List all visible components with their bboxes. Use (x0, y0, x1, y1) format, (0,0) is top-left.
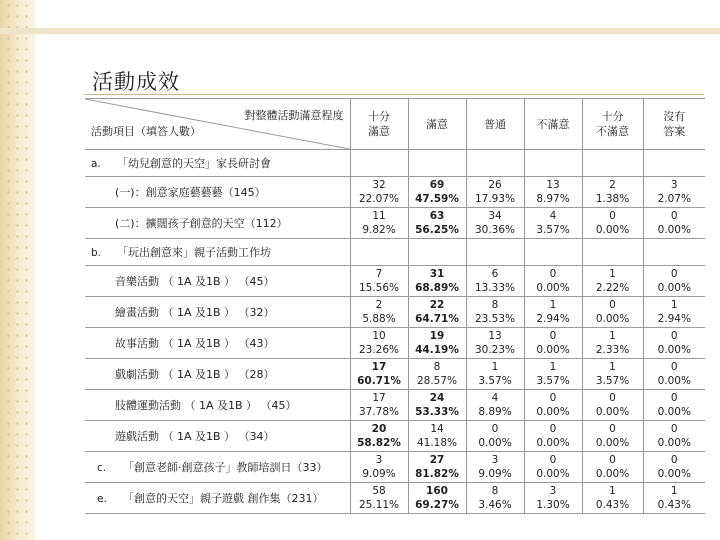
count-value: 0 (549, 268, 557, 280)
page-title: 活動成效 (92, 70, 180, 94)
value-cell (582, 328, 643, 359)
percent-value: 17.93% (474, 193, 516, 205)
section-title: 「玩出創意來」親子活動工作坊 (117, 246, 271, 259)
percent-value: 0.00% (657, 282, 691, 294)
count-value: 0 (549, 454, 557, 466)
value-cell (408, 328, 466, 359)
row-label: 繪畫活動 （ 1A 及1B ） （32） (115, 306, 275, 319)
count-value: 1 (549, 299, 557, 311)
percent-value: 41.18% (416, 437, 458, 449)
percent-value: 69.27% (415, 499, 459, 511)
percent-value: 0.00% (657, 375, 691, 387)
count-value: 32 (372, 179, 386, 191)
percent-value: 0.00% (536, 406, 570, 418)
section-letter: e. (97, 493, 107, 505)
row-label: (二)：擴闊孩子創意的天空（112） (115, 217, 288, 230)
row-label-cell (85, 208, 350, 239)
value-cell (408, 297, 466, 328)
column-header-neutral: 普通 (466, 99, 524, 150)
percent-value: 22.07% (358, 193, 400, 205)
count-value: 0 (549, 392, 557, 404)
count-value: 1 (670, 299, 678, 311)
count-value: 0 (609, 210, 616, 222)
value-cell (582, 452, 643, 483)
count-value: 13 (488, 330, 502, 342)
value-cell (524, 359, 582, 390)
row-label-cell (85, 266, 350, 297)
percent-value: 3.57% (536, 375, 570, 387)
table-row (85, 483, 705, 514)
value-cell (643, 390, 705, 421)
percent-value: 56.25% (415, 224, 459, 236)
percent-value: 3.46% (478, 499, 512, 511)
percent-value: 0.43% (595, 499, 630, 511)
count-value: 0 (549, 423, 557, 435)
percent-value: 3.57% (595, 375, 630, 387)
count-value: 7 (375, 268, 383, 280)
count-value: 31 (429, 268, 445, 280)
value-cell (582, 390, 643, 421)
count-value: 1 (549, 361, 557, 373)
section-header-row (85, 239, 705, 266)
count-value: 26 (488, 179, 502, 191)
count-value: 0 (670, 454, 678, 466)
count-value: 17 (371, 361, 387, 373)
percent-value: 2.07% (657, 193, 691, 205)
table-row (85, 390, 705, 421)
percent-value: 64.71% (415, 313, 459, 325)
value-cell (582, 359, 643, 390)
count-value: 14 (430, 423, 444, 435)
section-title: 「幼兒創意的天空」家長研討會 (117, 157, 271, 170)
table-row (85, 328, 705, 359)
value-cell (524, 390, 582, 421)
row-label-cell (85, 328, 350, 359)
percent-value: 0.00% (536, 468, 570, 480)
value-cell (643, 328, 705, 359)
count-value: 3 (670, 179, 678, 191)
count-value: 0 (491, 423, 499, 435)
empty-cell (466, 239, 524, 266)
row-label: 肢體運動活動 （ 1A 及1B ） （45） (115, 399, 297, 412)
value-cell (408, 266, 466, 297)
row-label: 戲劇活動 （ 1A 及1B ） （28） (115, 368, 275, 381)
percent-value: 2.94% (657, 313, 691, 325)
empty-cell (582, 239, 643, 266)
percent-value: 3.57% (478, 375, 512, 387)
count-value: 1 (609, 268, 616, 280)
count-value: 0 (670, 392, 678, 404)
value-cell (524, 328, 582, 359)
percent-value: 0.00% (657, 437, 691, 449)
percent-value: 3.57% (536, 224, 570, 236)
empty-cell (350, 239, 408, 266)
percent-value: 23.53% (474, 313, 516, 325)
percent-value: 9.09% (478, 468, 512, 480)
percent-value: 1.30% (536, 499, 570, 511)
count-value: 0 (609, 392, 616, 404)
count-value: 10 (372, 330, 386, 342)
count-value: 0 (549, 330, 557, 342)
count-value: 1 (609, 485, 616, 497)
count-value: 0 (670, 210, 678, 222)
value-cell (524, 421, 582, 452)
percent-value: 0.00% (657, 468, 691, 480)
count-value: 1 (609, 361, 616, 373)
count-value: 4 (491, 392, 499, 404)
count-value: 22 (429, 299, 445, 311)
count-value: 13 (546, 179, 560, 191)
count-value: 0 (670, 423, 678, 435)
row-label-cell (85, 452, 350, 483)
value-cell (408, 359, 466, 390)
value-cell (524, 297, 582, 328)
value-cell (350, 359, 408, 390)
decorative-dot-pattern (4, 0, 32, 540)
column-header-no-answer: 沒有 答案 (643, 99, 705, 150)
percent-value: 0.00% (595, 224, 630, 236)
empty-cell (524, 239, 582, 266)
value-cell (350, 328, 408, 359)
table-row (85, 452, 705, 483)
row-label: 音樂活動 （ 1A 及1B ） （45） (115, 275, 275, 288)
value-cell (582, 297, 643, 328)
percent-value: 53.33% (415, 406, 459, 418)
percent-value: 30.23% (474, 344, 516, 356)
percent-value: 68.89% (415, 282, 459, 294)
percent-value: 15.56% (358, 282, 400, 294)
value-cell (350, 452, 408, 483)
header-corner-left-label: 活動項目（填答人數） (91, 125, 201, 138)
table-row (85, 177, 705, 208)
count-value: 8 (491, 485, 499, 497)
decorative-stripe (0, 28, 720, 34)
value-cell (350, 421, 408, 452)
count-value: 20 (371, 423, 387, 435)
value-cell (643, 483, 705, 514)
count-value: 63 (429, 210, 445, 222)
percent-value: 28.57% (416, 375, 458, 387)
section-header-row (85, 150, 705, 177)
percent-value: 0.00% (657, 344, 691, 356)
count-value: 8 (491, 299, 499, 311)
count-value: 3 (549, 485, 557, 497)
percent-value: 2.33% (595, 344, 630, 356)
percent-value: 8.97% (536, 193, 570, 205)
value-cell (643, 452, 705, 483)
percent-value: 2.22% (595, 282, 630, 294)
count-value: 0 (609, 423, 616, 435)
percent-value: 0.00% (536, 344, 570, 356)
percent-value: 2.94% (536, 313, 570, 325)
section-letter: b. (91, 247, 102, 259)
row-label-cell (85, 177, 350, 208)
percent-value: 0.00% (478, 437, 512, 449)
value-cell (466, 390, 524, 421)
column-header-very-dissatisfied: 十分 不滿意 (582, 99, 643, 150)
row-label-cell (85, 390, 350, 421)
percent-value: 9.09% (362, 468, 396, 480)
percent-value: 9.82% (362, 224, 396, 236)
count-value: 8 (433, 361, 441, 373)
count-value: 34 (488, 210, 502, 222)
section-header-cell (85, 239, 350, 266)
value-cell (582, 177, 643, 208)
empty-cell (524, 150, 582, 177)
value-cell (582, 266, 643, 297)
table-row (85, 266, 705, 297)
count-value: 58 (372, 485, 386, 497)
percent-value: 0.00% (536, 282, 570, 294)
row-label: 「創意的天空」親子遊戲 創作集（231） (123, 492, 324, 505)
row-label: 故事活動 （ 1A 及1B ） （43） (115, 337, 275, 350)
table-row (85, 208, 705, 239)
count-value: 24 (429, 392, 445, 404)
table-row (85, 421, 705, 452)
percent-value: 44.19% (415, 344, 459, 356)
percent-value: 47.59% (415, 193, 459, 205)
count-value: 0 (670, 268, 678, 280)
value-cell (582, 421, 643, 452)
percent-value: 0.00% (595, 468, 630, 480)
value-cell (524, 483, 582, 514)
percent-value: 37.78% (358, 406, 400, 418)
value-cell (643, 177, 705, 208)
row-label: (一)：創意家庭藝藝藝（145） (115, 186, 266, 199)
percent-value: 25.11% (358, 499, 400, 511)
value-cell (582, 208, 643, 239)
value-cell (466, 266, 524, 297)
value-cell (466, 359, 524, 390)
value-cell (643, 208, 705, 239)
empty-cell (466, 150, 524, 177)
empty-cell (643, 239, 705, 266)
percent-value: 30.36% (474, 224, 516, 236)
count-value: 69 (429, 179, 445, 191)
empty-cell (582, 150, 643, 177)
value-cell (524, 266, 582, 297)
value-cell (350, 266, 408, 297)
percent-value: 0.00% (595, 437, 630, 449)
percent-value: 1.38% (595, 193, 630, 205)
value-cell (350, 297, 408, 328)
value-cell (350, 177, 408, 208)
count-value: 1 (609, 330, 616, 342)
value-cell (408, 177, 466, 208)
percent-value: 0.43% (657, 499, 691, 511)
row-label-cell (85, 359, 350, 390)
value-cell (408, 421, 466, 452)
percent-value: 5.88% (362, 313, 396, 325)
percent-value: 58.82% (357, 437, 401, 449)
value-cell (643, 421, 705, 452)
count-value: 0 (609, 299, 616, 311)
row-label-cell (85, 421, 350, 452)
count-value: 1 (670, 485, 678, 497)
value-cell (466, 421, 524, 452)
value-cell (350, 483, 408, 514)
percent-value: 0.00% (595, 313, 630, 325)
value-cell (466, 297, 524, 328)
count-value: 0 (670, 361, 678, 373)
value-cell (408, 208, 466, 239)
row-label: 「創意老師‧創意孩子」教師培訓日（33） (123, 461, 328, 474)
table-header-row (85, 99, 705, 150)
percent-value: 8.89% (478, 406, 512, 418)
count-value: 17 (372, 392, 386, 404)
column-header-dissatisfied: 不滿意 (524, 99, 582, 150)
value-cell (643, 359, 705, 390)
title-divider (84, 94, 704, 95)
count-value: 4 (549, 210, 557, 222)
count-value: 0 (670, 330, 678, 342)
value-cell (408, 390, 466, 421)
count-value: 160 (426, 485, 448, 497)
results-table (85, 98, 705, 514)
count-value: 2 (375, 299, 383, 311)
percent-value: 0.00% (595, 406, 630, 418)
count-value: 3 (375, 454, 383, 466)
percent-value: 0.00% (657, 406, 691, 418)
value-cell (350, 390, 408, 421)
section-letter: a. (91, 158, 101, 170)
row-label-cell (85, 483, 350, 514)
count-value: 2 (609, 179, 616, 191)
value-cell (466, 328, 524, 359)
percent-value: 0.00% (657, 224, 691, 236)
value-cell (408, 483, 466, 514)
value-cell (466, 208, 524, 239)
column-header-very-satisfied: 十分 滿意 (350, 99, 408, 150)
header-corner-right-label: 對整體活動滿意程度 (244, 109, 344, 122)
count-value: 19 (429, 330, 445, 342)
empty-cell (350, 150, 408, 177)
count-value: 27 (429, 454, 445, 466)
value-cell (350, 208, 408, 239)
value-cell (466, 452, 524, 483)
count-value: 6 (491, 268, 499, 280)
percent-value: 0.00% (536, 437, 570, 449)
percent-value: 60.71% (357, 375, 401, 387)
value-cell (643, 266, 705, 297)
count-value: 3 (491, 454, 499, 466)
empty-cell (643, 150, 705, 177)
percent-value: 13.33% (474, 282, 516, 294)
empty-cell (408, 150, 466, 177)
percent-value: 23.26% (358, 344, 400, 356)
column-header-satisfied: 滿意 (408, 99, 466, 150)
table-row (85, 359, 705, 390)
empty-cell (408, 239, 466, 266)
table-row (85, 297, 705, 328)
header-corner-cell (85, 99, 350, 150)
value-cell (524, 177, 582, 208)
row-label-cell (85, 297, 350, 328)
value-cell (524, 452, 582, 483)
value-cell (582, 483, 643, 514)
count-value: 0 (609, 454, 616, 466)
percent-value: 81.82% (415, 468, 459, 480)
value-cell (466, 483, 524, 514)
count-value: 1 (491, 361, 499, 373)
section-header-cell (85, 150, 350, 177)
value-cell (643, 297, 705, 328)
count-value: 11 (372, 210, 386, 222)
value-cell (466, 177, 524, 208)
row-label: 遊戲活動 （ 1A 及1B ） （34） (115, 430, 275, 443)
value-cell (524, 208, 582, 239)
section-letter: c. (97, 462, 107, 474)
value-cell (408, 452, 466, 483)
